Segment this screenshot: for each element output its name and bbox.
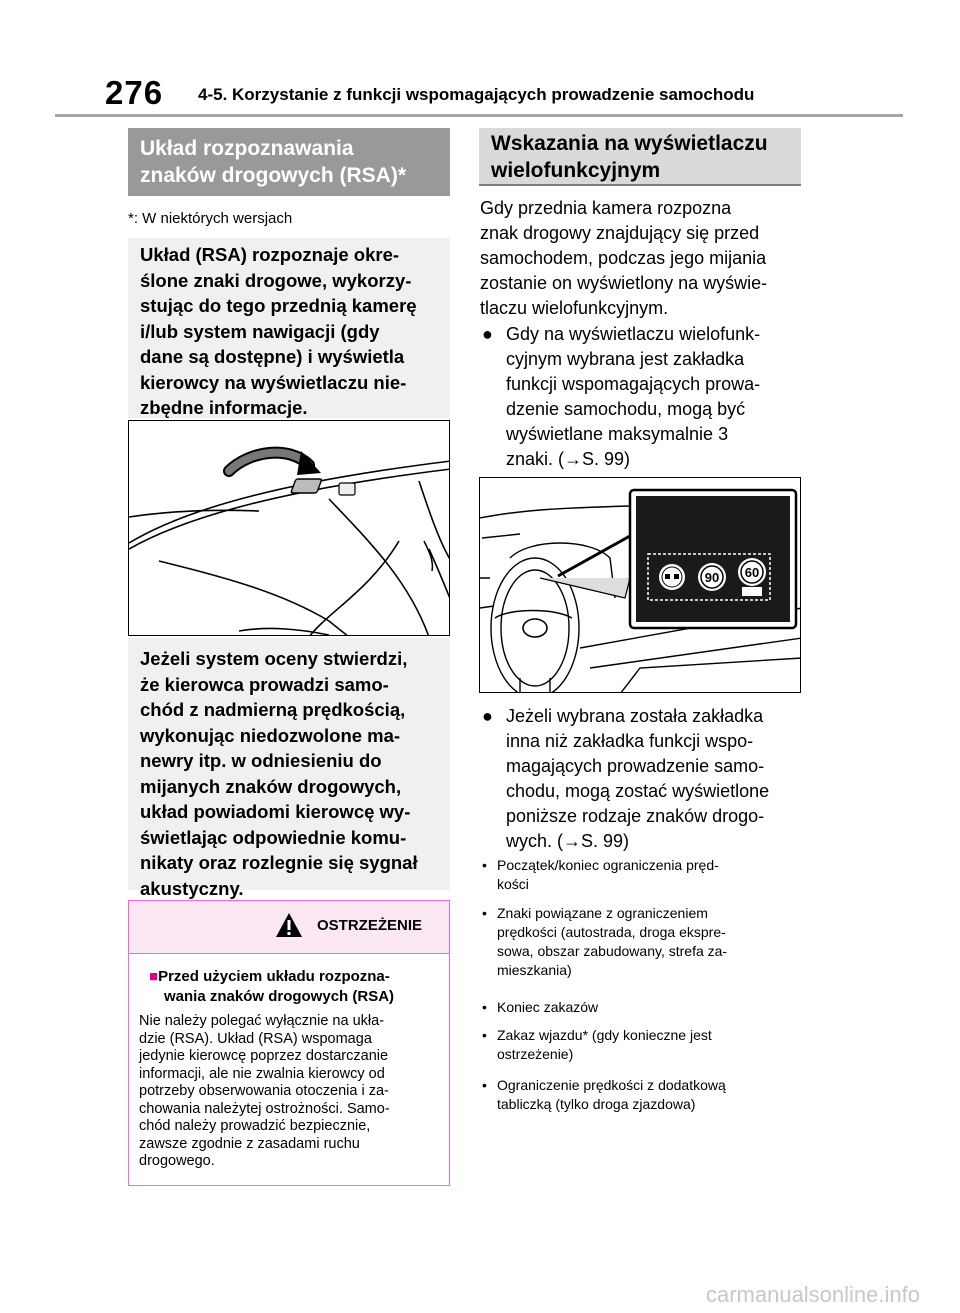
warning-line: chód należy prowadzić bezpiecznie,	[139, 1118, 371, 1134]
display-paragraph	[480, 196, 810, 321]
bullet-dot-icon: ●	[482, 324, 493, 344]
bullet-line: Gdy na wyświetlaczu wielofunk-	[506, 324, 761, 344]
bullet-item	[482, 704, 812, 854]
para-line: tlaczu wielofunkcyjnym.	[480, 298, 669, 318]
bullet-line: dzenie samochodu, mogą być	[506, 399, 746, 419]
cluster-display	[630, 490, 796, 628]
bullet-item	[482, 322, 812, 472]
intro-line: zbędne informacje.	[140, 397, 308, 418]
dashboard-figure	[479, 477, 801, 693]
list-item-line: tabliczką (tylko droga zjazdowa)	[497, 1096, 696, 1112]
section-title-line: Wskazania na wyświetlaczu	[491, 132, 768, 155]
para-line: zostanie on wyświetlony na wyświe-	[480, 273, 768, 293]
steering-logo	[523, 619, 547, 637]
camera-figure	[128, 420, 450, 636]
speed-line: układ powiadomi kierowcę wy-	[140, 801, 411, 822]
intro-line: i/lub system nawigacji (gdy	[140, 320, 380, 342]
warning-header	[129, 901, 449, 954]
watermark: carmanualsonline.info	[705, 1282, 920, 1307]
list-item-line: Początek/koniec ograniczenia pręd-	[497, 857, 719, 873]
section-title-display	[479, 128, 801, 186]
speed-line: akustyczny.	[140, 877, 244, 899]
page-number: 276	[105, 74, 164, 111]
list-item-line: sowa, obszar zabudowany, strefa za-	[497, 943, 728, 959]
speed-line: wykonując niedozwolone ma-	[140, 724, 401, 746]
list-item-line: Znaki powiązane z ograniczeniem	[497, 905, 708, 921]
intro-line: kierowcy na wyświetlaczu nie-	[140, 371, 407, 393]
pink-square-icon: ■	[149, 968, 159, 985]
warning-line: informacji, ale nie zwalnia kierowcy od	[139, 1065, 385, 1082]
section-title-line: Układ rozpoznawania	[140, 137, 354, 160]
list-item: • Znaki powiązane z ograniczeniem prędkości (autostrada, droga ekspre- sowa, obszar zabudowany, strefa za- mieszkania)	[482, 904, 802, 980]
speed-line: chód z nadmierną prędkością,	[140, 699, 406, 720]
list-item-line: prędkości (autostrada, droga ekspre-	[497, 924, 726, 940]
bullet-line: cyjnym wybrana jest zakładka	[506, 349, 745, 369]
warning-line: drogowego.	[139, 1153, 215, 1169]
speed-line: mijanych znaków drogowych,	[140, 775, 402, 797]
list-item-line: Ograniczenie prędkości z dodatkową	[497, 1077, 726, 1093]
warning-line: zawsze zgodnie z zasadami ruchu	[139, 1135, 360, 1152]
chapter-title: 4-5. Korzystanie z funkcji wspomagających prowadzenie samochodu	[198, 85, 755, 104]
warning-line: chowania należytej ostrożności. Samo-	[139, 1100, 390, 1117]
list-item-line: kości	[497, 876, 529, 892]
speed-line: świetlając odpowiednie komu-	[140, 826, 407, 848]
bullet-line: funkcji wspomagających prowa-	[506, 374, 761, 394]
bullet-line: znaki. (→S. 99)	[506, 449, 631, 469]
intro-line: ślone znaki drogowe, wykorzy-	[140, 269, 412, 291]
bullet-line: wyświetlane maksymalnie 3	[506, 424, 729, 444]
para-line: znak drogowy znajdujący się przed	[480, 223, 760, 243]
speed-line: newry itp. w odniesieniu do	[140, 750, 382, 771]
section-title-line: znaków drogowych (RSA)*	[140, 164, 407, 187]
list-item-line: Zakaz wjazdu* (gdy konieczne jest	[497, 1027, 712, 1043]
warning-subtitle	[149, 967, 449, 1007]
list-item: • Koniec zakazów	[482, 998, 802, 1017]
dashboard-illustration	[480, 478, 801, 693]
list-item: • Zakaz wjazdu* (gdy konieczne jest ostrzeżenie)	[482, 1026, 802, 1064]
bullet-line: poniższe rodzaje znaków drogo-	[506, 806, 765, 826]
speed-line: Jeżeli system oceny stwierdzi,	[140, 648, 408, 669]
warning-box	[128, 900, 450, 1186]
warning-line: potrzeby obserwowania otoczenia i za-	[139, 1083, 389, 1099]
warning-title: OSTRZEŻENIE	[317, 917, 423, 934]
section-title-line: wielofunkcyjnym	[491, 159, 661, 182]
bullet-line: inna niż zakładka funkcji wspo-	[506, 731, 754, 751]
intro-line: Układ (RSA) rozpoznaje okre-	[140, 244, 400, 265]
warning-triangle-icon	[275, 912, 303, 938]
header-rule	[55, 114, 903, 117]
bullet-line: Jeżeli wybrana została zakładka	[506, 706, 764, 726]
intro-line: dane są dostępne) i wyświetla	[140, 346, 405, 367]
warning-line: jedynie kierowcę poprzez dostarczanie	[139, 1048, 389, 1064]
speed-sign-60: 60	[744, 565, 760, 580]
para-line: Gdy przednia kamera rozpozna	[480, 198, 732, 218]
footnote: *: W niektórych wersjach	[128, 210, 293, 227]
speed-line: że kierowca prowadzi samo-	[140, 673, 389, 695]
intro-line: stując do tego przednią kamerę	[140, 295, 417, 316]
windshield-illustration	[129, 421, 450, 636]
bullet-dot-icon: ●	[482, 706, 493, 726]
warning-subtitle-line: Przed użyciem układu rozpozna-	[158, 968, 390, 985]
warning-body	[139, 1013, 444, 1171]
camera-unit	[291, 479, 355, 495]
list-item-line: Koniec zakazów	[497, 999, 599, 1015]
warning-line: dzie (RSA). Układ (RSA) wspomaga	[139, 1030, 372, 1047]
list-item: • Początek/koniec ograniczenia pręd- kości	[482, 856, 802, 894]
bullet-line: wych. (→S. 99)	[506, 831, 630, 851]
speed-warning-box	[128, 638, 450, 899]
intro-box	[128, 238, 450, 418]
speed-sign-90: 90	[704, 570, 720, 585]
speed-line: nikaty oraz rozlegnie się sygnał	[140, 852, 418, 873]
bullet-line: chodu, mogą zostać wyświetlone	[506, 781, 770, 801]
para-line: samochodem, podczas jego mijania	[480, 248, 767, 268]
bullet-line: magających prowadzenie samo-	[506, 756, 765, 776]
warning-line: Nie należy polegać wyłącznie na ukła-	[139, 1013, 385, 1029]
section-title-rsa	[128, 128, 450, 196]
list-item-line: ostrzeżenie)	[497, 1046, 574, 1062]
warning-subtitle-line: wania znaków drogowych (RSA)	[164, 988, 395, 1005]
list-item-line: mieszkania)	[497, 962, 572, 978]
list-item: • Ograniczenie prędkości z dodatkową tabliczką (tylko droga zjazdowa)	[482, 1076, 802, 1114]
